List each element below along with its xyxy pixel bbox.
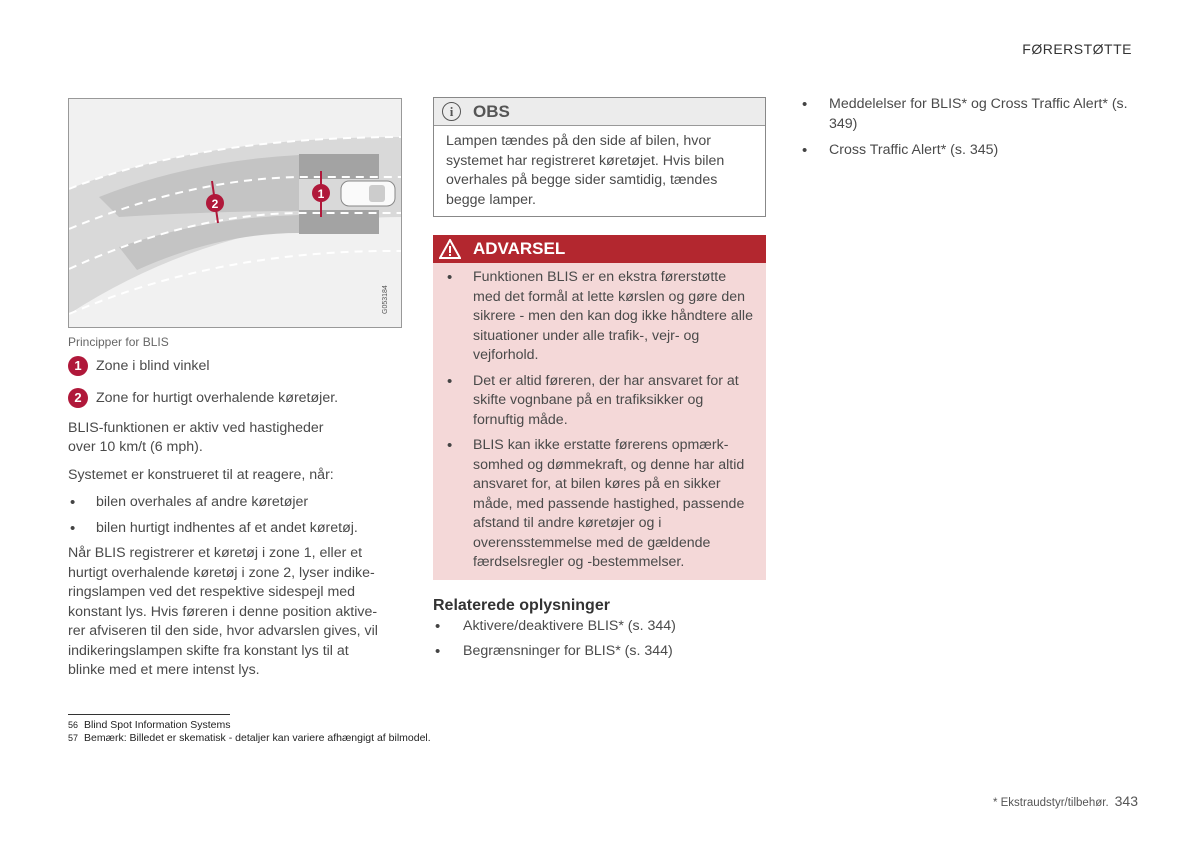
marker-1: 1: [317, 187, 325, 201]
road-illustration: [69, 99, 402, 328]
note-box: [433, 97, 766, 217]
warning-box: [433, 235, 766, 580]
footnote: [68, 732, 431, 745]
blis-diagram: [68, 98, 402, 328]
section-header: FØRERSTØTTE: [1022, 41, 1132, 57]
list-item: • bilen overhales af andre køretøjer: [68, 493, 402, 513]
zone-number: 2: [68, 388, 88, 408]
footnote: [68, 719, 431, 732]
page-number: 343: [1114, 793, 1138, 809]
info-icon: i: [442, 102, 461, 121]
warning-item: • Funktionen BLIS er en ekstra førerstøtte med det formål at lette kørslen og gøre den sikrere - men den kan dog ikke håndtere alle situationer under alle trafik-, vejr- og vejforhold.: [445, 268, 754, 366]
note-text: Lampen tændes på den side af bilen, hvor systemet har registreret køretøjet. Hvis bilen overhales på begge sider samtidig, tændes begge lamper.: [446, 133, 725, 208]
paragraph: Systemet er konstrueret til at reagere, når:: [68, 466, 334, 483]
zone-label: Zone for hurtigt overhalende køretøjer.: [96, 390, 339, 406]
figure-code: G053184: [382, 285, 389, 314]
figure-caption: Principper for BLIS: [68, 335, 169, 349]
optional-equipment-note: * Ekstraudstyr/tilbehør.: [992, 797, 1109, 809]
marker-2: 2: [211, 197, 219, 211]
note-header: [434, 98, 765, 126]
footnote-text: Blind Spot Information Systems: [84, 719, 231, 731]
warning-title: ADVARSEL: [473, 239, 566, 259]
footnote-divider: [68, 714, 230, 715]
warning-icon: [439, 239, 461, 259]
paragraph: BLIS-funktionen er aktiv ved hastigheder over 10 km/t (6 mph).: [68, 419, 324, 455]
related-links-continued: [800, 95, 1140, 168]
zone-item: [68, 388, 402, 408]
page-footer: [993, 792, 1138, 814]
warning-item: • Det er altid føreren, der har ansvaret for at skifte vognbane på en trafiksikker og fornuftig måde.: [445, 372, 754, 431]
zone-label: Zone i blind vinkel: [96, 357, 210, 374]
related-link[interactable]: • Meddelelser for BLIS* og Cross Traffic Alert* (s. 349): [800, 95, 1140, 134]
related-link[interactable]: • Begrænsninger for BLIS* (s. 344): [433, 642, 766, 662]
zone-item: [68, 356, 402, 376]
paragraph: Når BLIS registrerer et køretøj i zone 1, eller et hurtigt overhalende køretøj i zone 2, lyser indikeringslampen ved det respektive sidespejl med konstant lys. Hvis føreren i denne position aktiverer afviseren til den side, hvor advarslen gives, vil indikeringslampen skifte fra konstant lys til at blinke med et mere intenst lys.: [68, 545, 378, 678]
warning-header: [433, 235, 766, 263]
zone-number: 1: [68, 356, 88, 376]
related-link[interactable]: • Aktivere/deaktivere BLIS* (s. 344): [433, 617, 766, 637]
footnote-number: 57: [68, 733, 79, 743]
footnote-text: Bemærk: Billedet er skematisk - detaljer kan variere afhængigt af bilmodel.: [84, 732, 431, 744]
note-title: OBS: [473, 101, 510, 121]
footnotes: [68, 719, 431, 745]
related-link[interactable]: • Cross Traffic Alert* (s. 345): [800, 141, 1140, 161]
zone-legend: [68, 356, 402, 681]
related-info: [433, 596, 766, 668]
footnote-number: 56: [68, 720, 79, 730]
list-item: • bilen hurtigt indhentes af et andet køretøj.: [68, 519, 402, 539]
warning-item: • BLIS kan ikke erstatte førerens opmærksomhed og dømmekraft, og denne har altid ansvaret for, at bilen køres på en sikker måde, med passende hastighed, passende afstand til andre køretøjer og i overensstemmelse med de gældende færdselsregler og -bestemmelser.: [445, 436, 754, 573]
related-title: Relaterede oplysninger: [433, 597, 610, 614]
